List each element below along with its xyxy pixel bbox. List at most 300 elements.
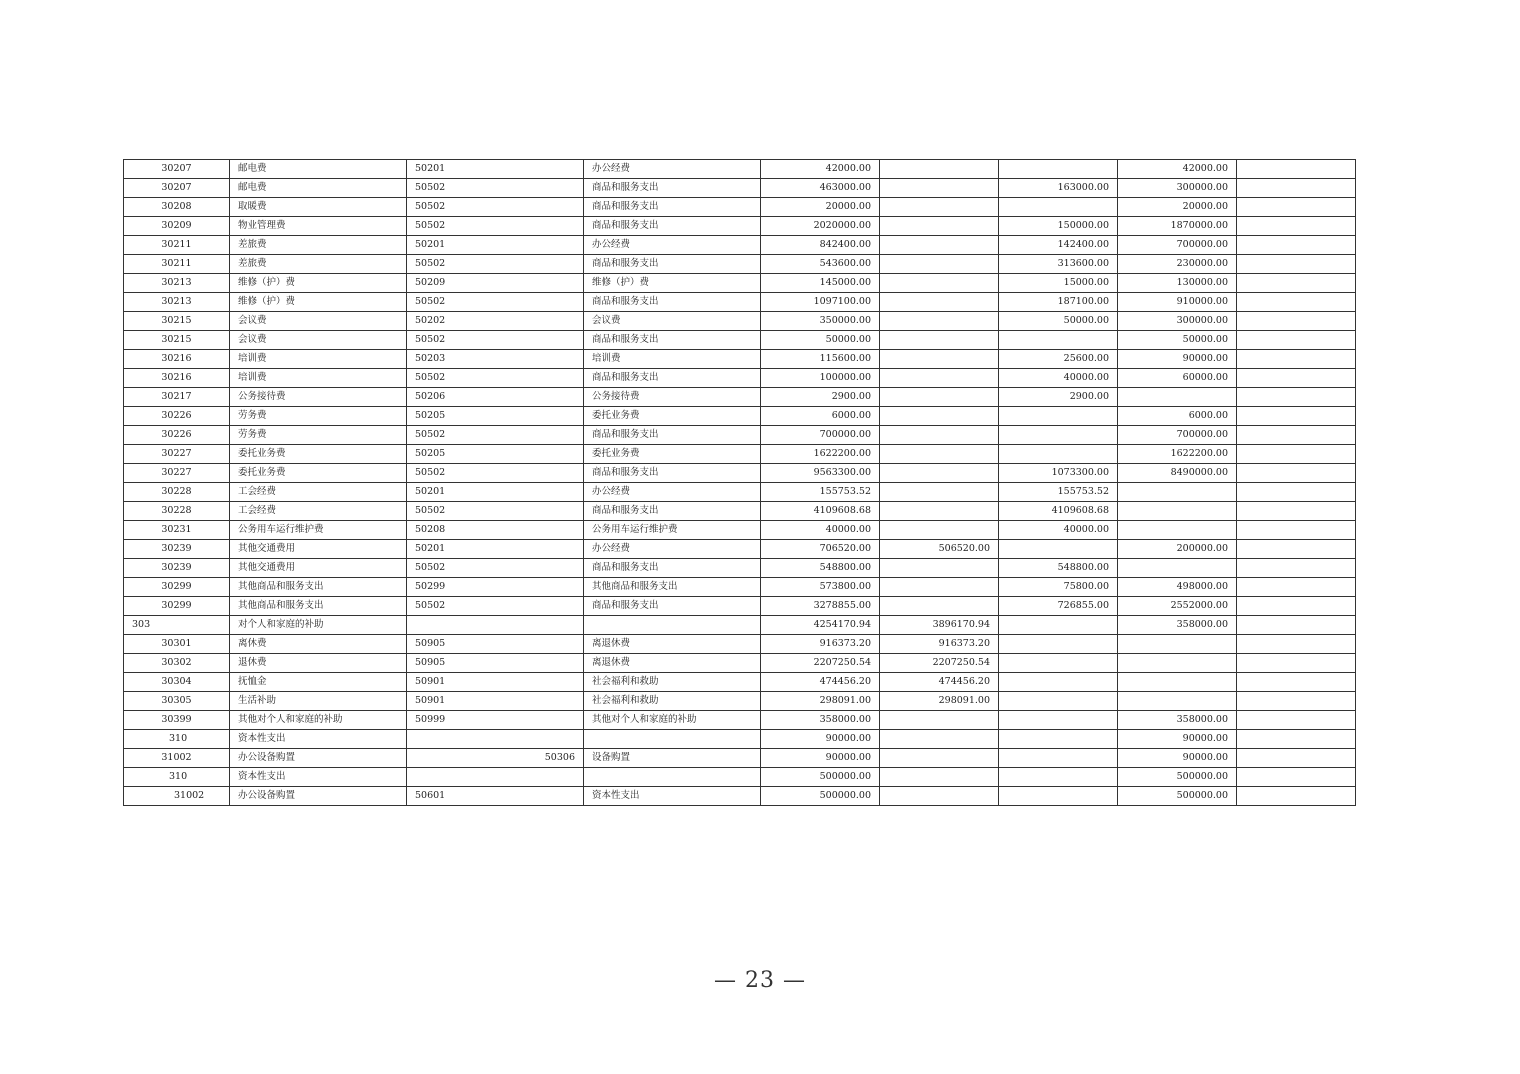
gov-class-name: 商品和服务支出 (584, 559, 761, 578)
gov-class-code: 50201 (407, 540, 584, 559)
table-row (124, 768, 1356, 787)
project-amount: 300000.00 (1118, 179, 1237, 198)
econ-class-code: 30302 (124, 654, 230, 673)
other-amount (1237, 179, 1356, 198)
other-amount (1237, 217, 1356, 236)
total-amount: 90000.00 (761, 749, 880, 768)
project-amount: 200000.00 (1118, 540, 1237, 559)
table-row (124, 673, 1356, 692)
gov-class-name: 商品和服务支出 (584, 293, 761, 312)
other-amount (1237, 160, 1356, 179)
other-amount (1237, 426, 1356, 445)
other-amount (1237, 388, 1356, 407)
project-amount: 6000.00 (1118, 407, 1237, 426)
gov-class-name: 离退休费 (584, 654, 761, 673)
econ-class-name: 工会经费 (230, 502, 407, 521)
basic-public-amount: 548800.00 (999, 559, 1118, 578)
basic-personnel-amount: 298091.00 (880, 692, 999, 711)
total-amount: 2900.00 (761, 388, 880, 407)
basic-public-amount (999, 787, 1118, 806)
basic-personnel-amount (880, 160, 999, 179)
basic-personnel-amount (880, 274, 999, 293)
total-amount: 50000.00 (761, 331, 880, 350)
gov-class-name: 公务接待费 (584, 388, 761, 407)
basic-public-amount (999, 654, 1118, 673)
other-amount (1237, 616, 1356, 635)
econ-class-code: 310 (124, 730, 230, 749)
other-amount (1237, 521, 1356, 540)
basic-public-amount (999, 445, 1118, 464)
basic-public-amount: 40000.00 (999, 521, 1118, 540)
other-amount (1237, 578, 1356, 597)
project-amount: 700000.00 (1118, 426, 1237, 445)
econ-class-code: 31002 (124, 749, 230, 768)
page-number: — 23 — (714, 968, 806, 993)
econ-class-code: 30299 (124, 597, 230, 616)
basic-public-amount (999, 198, 1118, 217)
econ-class-name: 公务接待费 (230, 388, 407, 407)
gov-class-name: 商品和服务支出 (584, 426, 761, 445)
total-amount: 543600.00 (761, 255, 880, 274)
gov-class-name: 其他商品和服务支出 (584, 578, 761, 597)
econ-class-code: 30207 (124, 179, 230, 198)
econ-class-name: 委托业务费 (230, 464, 407, 483)
econ-class-code: 30209 (124, 217, 230, 236)
basic-personnel-amount (880, 787, 999, 806)
basic-personnel-amount (880, 236, 999, 255)
econ-class-code: 30215 (124, 331, 230, 350)
table-row (124, 236, 1356, 255)
gov-class-name: 商品和服务支出 (584, 597, 761, 616)
gov-class-code: 50205 (407, 445, 584, 464)
table-row (124, 711, 1356, 730)
table-row (124, 787, 1356, 806)
gov-class-name: 商品和服务支出 (584, 179, 761, 198)
project-amount (1118, 673, 1237, 692)
project-amount: 358000.00 (1118, 711, 1237, 730)
other-amount (1237, 749, 1356, 768)
project-amount: 50000.00 (1118, 331, 1237, 350)
basic-public-amount (999, 711, 1118, 730)
basic-personnel-amount (880, 445, 999, 464)
econ-class-code: 30301 (124, 635, 230, 654)
table-row (124, 198, 1356, 217)
basic-personnel-amount (880, 198, 999, 217)
basic-personnel-amount (880, 350, 999, 369)
project-amount: 2552000.00 (1118, 597, 1237, 616)
total-amount: 350000.00 (761, 312, 880, 331)
project-amount: 1870000.00 (1118, 217, 1237, 236)
gov-class-code: 50502 (407, 426, 584, 445)
econ-class-code: 30213 (124, 293, 230, 312)
table-row (124, 502, 1356, 521)
total-amount: 548800.00 (761, 559, 880, 578)
basic-public-amount: 25600.00 (999, 350, 1118, 369)
gov-class-code: 50209 (407, 274, 584, 293)
total-amount: 3278855.00 (761, 597, 880, 616)
total-amount: 4109608.68 (761, 502, 880, 521)
gov-class-code (407, 730, 584, 749)
project-amount (1118, 521, 1237, 540)
basic-personnel-amount (880, 464, 999, 483)
basic-public-amount: 155753.52 (999, 483, 1118, 502)
basic-public-amount (999, 160, 1118, 179)
total-amount: 358000.00 (761, 711, 880, 730)
gov-class-name: 资本性支出 (584, 787, 761, 806)
econ-class-code: 31002 (124, 787, 230, 806)
basic-public-amount: 1073300.00 (999, 464, 1118, 483)
other-amount (1237, 540, 1356, 559)
project-amount (1118, 483, 1237, 502)
econ-class-code: 30213 (124, 274, 230, 293)
gov-class-code: 50502 (407, 217, 584, 236)
basic-public-amount: 40000.00 (999, 369, 1118, 388)
total-amount: 4254170.94 (761, 616, 880, 635)
project-amount: 358000.00 (1118, 616, 1237, 635)
basic-public-amount: 313600.00 (999, 255, 1118, 274)
gov-class-name: 其他对个人和家庭的补助 (584, 711, 761, 730)
basic-personnel-amount: 506520.00 (880, 540, 999, 559)
econ-class-code: 310 (124, 768, 230, 787)
table-row (124, 616, 1356, 635)
basic-public-amount (999, 616, 1118, 635)
project-amount: 90000.00 (1118, 749, 1237, 768)
gov-class-code: 50201 (407, 160, 584, 179)
econ-class-name: 培训费 (230, 350, 407, 369)
gov-class-name: 办公经费 (584, 236, 761, 255)
basic-personnel-amount (880, 255, 999, 274)
gov-class-name: 培训费 (584, 350, 761, 369)
gov-class-name: 商品和服务支出 (584, 255, 761, 274)
basic-public-amount (999, 407, 1118, 426)
table-row (124, 217, 1356, 236)
econ-class-code: 30231 (124, 521, 230, 540)
project-amount: 90000.00 (1118, 730, 1237, 749)
econ-class-code: 30211 (124, 255, 230, 274)
gov-class-code: 50502 (407, 255, 584, 274)
table-row (124, 749, 1356, 768)
gov-class-code: 50502 (407, 464, 584, 483)
project-amount: 8490000.00 (1118, 464, 1237, 483)
econ-class-name: 资本性支出 (230, 730, 407, 749)
project-amount: 20000.00 (1118, 198, 1237, 217)
total-amount: 155753.52 (761, 483, 880, 502)
gov-class-name: 商品和服务支出 (584, 217, 761, 236)
total-amount: 474456.20 (761, 673, 880, 692)
gov-class-code: 50905 (407, 635, 584, 654)
gov-class-code: 50502 (407, 198, 584, 217)
gov-class-name (584, 730, 761, 749)
gov-class-code: 50901 (407, 673, 584, 692)
econ-class-name: 会议费 (230, 331, 407, 350)
project-amount (1118, 502, 1237, 521)
basic-personnel-amount (880, 711, 999, 730)
gov-class-name: 社会福利和救助 (584, 692, 761, 711)
econ-class-code: 30215 (124, 312, 230, 331)
econ-class-name: 培训费 (230, 369, 407, 388)
project-amount: 300000.00 (1118, 312, 1237, 331)
gov-class-name: 商品和服务支出 (584, 198, 761, 217)
gov-class-name: 会议费 (584, 312, 761, 331)
econ-class-code: 30216 (124, 350, 230, 369)
econ-class-name: 对个人和家庭的补助 (230, 616, 407, 635)
other-amount (1237, 274, 1356, 293)
total-amount: 500000.00 (761, 787, 880, 806)
table-row (124, 578, 1356, 597)
table-row (124, 635, 1356, 654)
econ-class-name: 抚恤金 (230, 673, 407, 692)
econ-class-code: 30226 (124, 407, 230, 426)
gov-class-code: 50905 (407, 654, 584, 673)
basic-personnel-amount (880, 521, 999, 540)
gov-class-code: 50203 (407, 350, 584, 369)
project-amount: 500000.00 (1118, 768, 1237, 787)
basic-public-amount (999, 768, 1118, 787)
table-row (124, 274, 1356, 293)
other-amount (1237, 768, 1356, 787)
total-amount: 1622200.00 (761, 445, 880, 464)
total-amount: 115600.00 (761, 350, 880, 369)
basic-public-amount: 4109608.68 (999, 502, 1118, 521)
basic-personnel-amount (880, 293, 999, 312)
table-row (124, 692, 1356, 711)
econ-class-name: 取暖费 (230, 198, 407, 217)
basic-personnel-amount (880, 578, 999, 597)
other-amount (1237, 559, 1356, 578)
basic-personnel-amount (880, 331, 999, 350)
basic-public-amount (999, 730, 1118, 749)
econ-class-name: 资本性支出 (230, 768, 407, 787)
project-amount: 910000.00 (1118, 293, 1237, 312)
gov-class-code: 50306 (407, 749, 584, 768)
other-amount (1237, 692, 1356, 711)
table-row (124, 445, 1356, 464)
project-amount: 60000.00 (1118, 369, 1237, 388)
basic-public-amount: 75800.00 (999, 578, 1118, 597)
total-amount: 298091.00 (761, 692, 880, 711)
other-amount (1237, 255, 1356, 274)
project-amount: 230000.00 (1118, 255, 1237, 274)
other-amount (1237, 407, 1356, 426)
gov-class-name: 商品和服务支出 (584, 502, 761, 521)
basic-public-amount (999, 635, 1118, 654)
project-amount: 1622200.00 (1118, 445, 1237, 464)
basic-public-amount (999, 540, 1118, 559)
basic-personnel-amount (880, 426, 999, 445)
basic-personnel-amount (880, 369, 999, 388)
table-row (124, 521, 1356, 540)
other-amount (1237, 198, 1356, 217)
other-amount (1237, 331, 1356, 350)
other-amount (1237, 787, 1356, 806)
gov-class-code: 50208 (407, 521, 584, 540)
other-amount (1237, 312, 1356, 331)
table-row (124, 388, 1356, 407)
table-row (124, 426, 1356, 445)
total-amount: 9563300.00 (761, 464, 880, 483)
basic-public-amount: 150000.00 (999, 217, 1118, 236)
basic-public-amount (999, 331, 1118, 350)
econ-class-name: 劳务费 (230, 426, 407, 445)
basic-public-amount (999, 673, 1118, 692)
other-amount (1237, 730, 1356, 749)
gov-class-name: 离退休费 (584, 635, 761, 654)
gov-class-code: 50206 (407, 388, 584, 407)
total-amount: 500000.00 (761, 768, 880, 787)
project-amount: 42000.00 (1118, 160, 1237, 179)
gov-class-name: 委托业务费 (584, 407, 761, 426)
econ-class-name: 劳务费 (230, 407, 407, 426)
table-row (124, 654, 1356, 673)
gov-class-code: 50601 (407, 787, 584, 806)
econ-class-name: 生活补助 (230, 692, 407, 711)
econ-class-name: 委托业务费 (230, 445, 407, 464)
gov-class-code: 50205 (407, 407, 584, 426)
econ-class-name: 其他商品和服务支出 (230, 597, 407, 616)
table-row (124, 597, 1356, 616)
table-row (124, 312, 1356, 331)
econ-class-code: 30208 (124, 198, 230, 217)
project-amount (1118, 635, 1237, 654)
gov-class-name: 维修（护）费 (584, 274, 761, 293)
econ-class-code: 30228 (124, 483, 230, 502)
table-row (124, 331, 1356, 350)
total-amount: 916373.20 (761, 635, 880, 654)
gov-class-code: 50299 (407, 578, 584, 597)
econ-class-code: 30228 (124, 502, 230, 521)
gov-class-name (584, 768, 761, 787)
basic-personnel-amount (880, 483, 999, 502)
basic-personnel-amount (880, 730, 999, 749)
other-amount (1237, 464, 1356, 483)
econ-class-name: 其他对个人和家庭的补助 (230, 711, 407, 730)
total-amount: 100000.00 (761, 369, 880, 388)
project-amount (1118, 692, 1237, 711)
econ-class-name: 物业管理费 (230, 217, 407, 236)
project-amount: 130000.00 (1118, 274, 1237, 293)
basic-public-amount (999, 692, 1118, 711)
econ-class-code: 30305 (124, 692, 230, 711)
basic-public-amount: 2900.00 (999, 388, 1118, 407)
project-amount (1118, 388, 1237, 407)
econ-class-code: 30227 (124, 445, 230, 464)
econ-class-name: 离休费 (230, 635, 407, 654)
econ-class-code: 30226 (124, 426, 230, 445)
gov-class-code: 50502 (407, 502, 584, 521)
basic-public-amount: 187100.00 (999, 293, 1118, 312)
total-amount: 842400.00 (761, 236, 880, 255)
total-amount: 706520.00 (761, 540, 880, 559)
econ-class-name: 其他商品和服务支出 (230, 578, 407, 597)
project-amount: 90000.00 (1118, 350, 1237, 369)
basic-public-amount: 726855.00 (999, 597, 1118, 616)
total-amount: 90000.00 (761, 730, 880, 749)
basic-public-amount: 142400.00 (999, 236, 1118, 255)
table-row (124, 464, 1356, 483)
other-amount (1237, 369, 1356, 388)
basic-personnel-amount (880, 749, 999, 768)
basic-personnel-amount (880, 388, 999, 407)
basic-personnel-amount: 3896170.94 (880, 616, 999, 635)
table-row (124, 293, 1356, 312)
gov-class-name: 设备购置 (584, 749, 761, 768)
econ-class-name: 差旅费 (230, 255, 407, 274)
other-amount (1237, 236, 1356, 255)
total-amount: 463000.00 (761, 179, 880, 198)
econ-class-name: 维修（护）费 (230, 293, 407, 312)
table-row (124, 350, 1356, 369)
econ-class-name: 邮电费 (230, 160, 407, 179)
basic-personnel-amount (880, 179, 999, 198)
econ-class-code: 30304 (124, 673, 230, 692)
gov-class-name: 公务用车运行维护费 (584, 521, 761, 540)
basic-personnel-amount (880, 312, 999, 331)
total-amount: 573800.00 (761, 578, 880, 597)
econ-class-name: 维修（护）费 (230, 274, 407, 293)
total-amount: 145000.00 (761, 274, 880, 293)
gov-class-code: 50202 (407, 312, 584, 331)
gov-class-name: 办公经费 (584, 540, 761, 559)
econ-class-code: 303 (124, 616, 230, 635)
basic-personnel-amount (880, 217, 999, 236)
basic-personnel-amount (880, 768, 999, 787)
gov-class-code: 50201 (407, 483, 584, 502)
basic-personnel-amount: 2207250.54 (880, 654, 999, 673)
basic-public-amount: 163000.00 (999, 179, 1118, 198)
gov-class-code: 50502 (407, 369, 584, 388)
econ-class-name: 公务用车运行维护费 (230, 521, 407, 540)
basic-public-amount: 50000.00 (999, 312, 1118, 331)
econ-class-code: 30211 (124, 236, 230, 255)
basic-personnel-amount (880, 502, 999, 521)
basic-personnel-amount (880, 407, 999, 426)
basic-public-amount (999, 426, 1118, 445)
other-amount (1237, 445, 1356, 464)
other-amount (1237, 502, 1356, 521)
basic-public-amount (999, 749, 1118, 768)
table-row (124, 407, 1356, 426)
other-amount (1237, 711, 1356, 730)
table-row (124, 483, 1356, 502)
econ-class-name: 其他交通费用 (230, 559, 407, 578)
table-row (124, 540, 1356, 559)
gov-class-code: 50502 (407, 179, 584, 198)
gov-class-code: 50502 (407, 559, 584, 578)
table-row (124, 255, 1356, 274)
econ-class-code: 30239 (124, 540, 230, 559)
total-amount: 20000.00 (761, 198, 880, 217)
total-amount: 42000.00 (761, 160, 880, 179)
econ-class-code: 30239 (124, 559, 230, 578)
gov-class-name: 社会福利和救助 (584, 673, 761, 692)
econ-class-name: 邮电费 (230, 179, 407, 198)
gov-class-code (407, 616, 584, 635)
gov-class-name: 办公经费 (584, 160, 761, 179)
gov-class-name: 商品和服务支出 (584, 331, 761, 350)
econ-class-code: 30217 (124, 388, 230, 407)
total-amount: 700000.00 (761, 426, 880, 445)
budget-table-body (124, 160, 1356, 806)
gov-class-code: 50502 (407, 597, 584, 616)
other-amount (1237, 673, 1356, 692)
gov-class-name: 商品和服务支出 (584, 369, 761, 388)
basic-personnel-amount: 474456.20 (880, 673, 999, 692)
other-amount (1237, 483, 1356, 502)
project-amount (1118, 559, 1237, 578)
gov-class-code: 50201 (407, 236, 584, 255)
gov-class-name: 商品和服务支出 (584, 464, 761, 483)
econ-class-name: 差旅费 (230, 236, 407, 255)
